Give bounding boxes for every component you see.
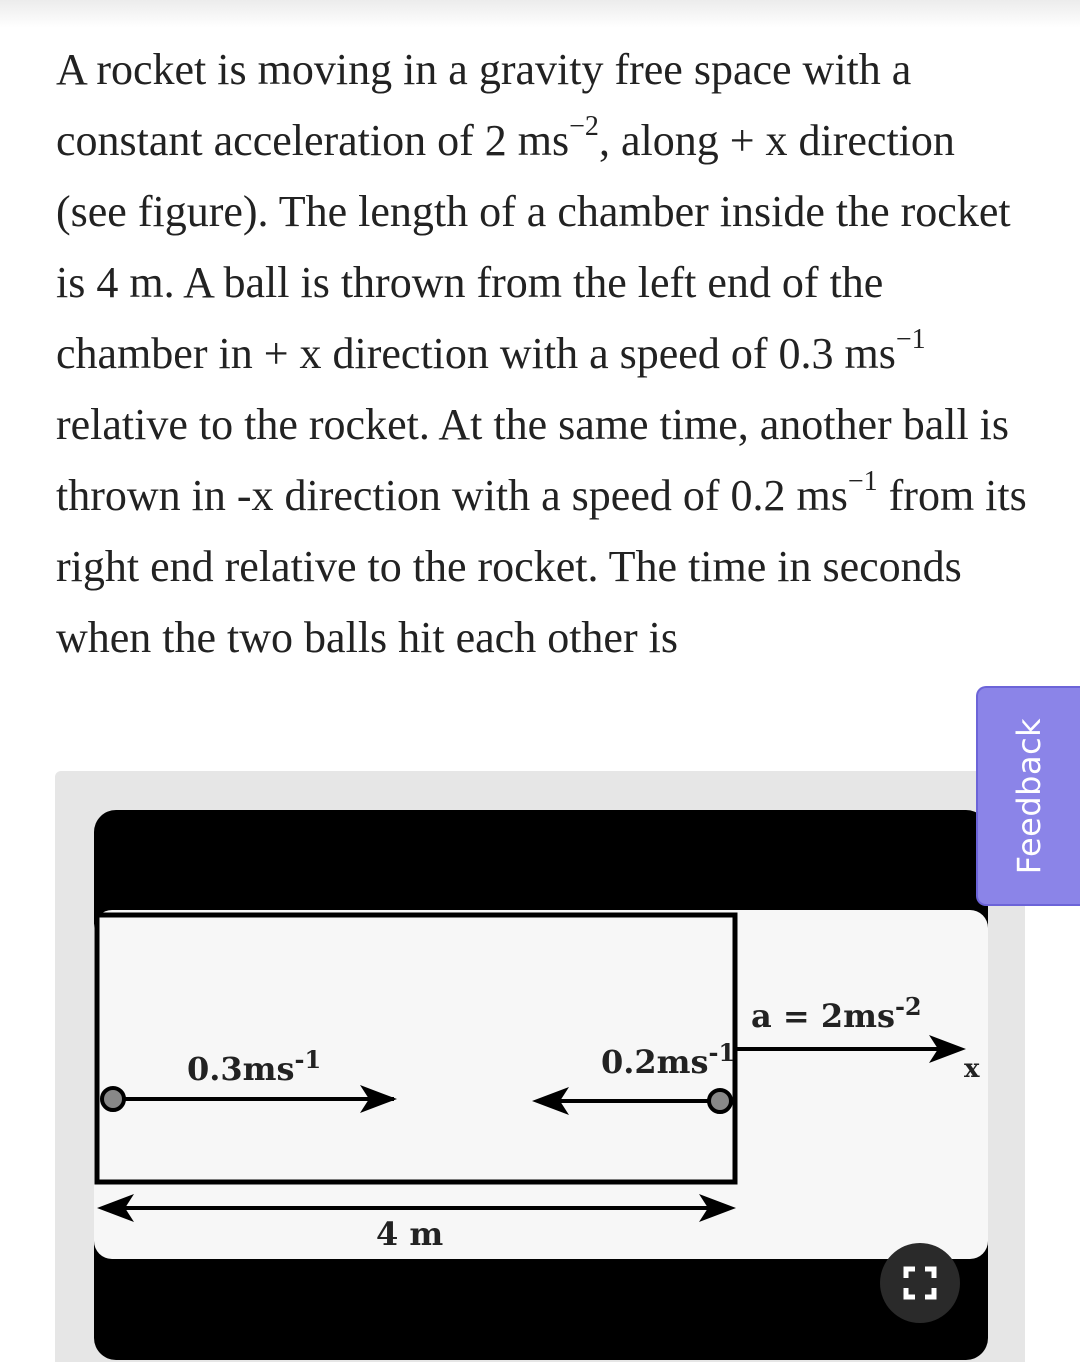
feedback-label: Feedback [1010, 717, 1048, 875]
fullscreen-icon [902, 1265, 938, 1301]
acceleration-label: $a = 2ms^{-2}$ [751, 992, 922, 1035]
rocket-diagram [94, 910, 988, 1259]
image-viewer[interactable] [94, 810, 988, 1360]
x-axis-label: x [964, 1054, 980, 1084]
fullscreen-button[interactable] [880, 1243, 960, 1323]
right-ball [709, 1090, 731, 1112]
length-label: 4 m [376, 1215, 444, 1253]
question-sup-3: −1 [847, 466, 878, 498]
question-sup-2: −1 [895, 324, 926, 356]
question-sup-1: −2 [569, 111, 599, 143]
top-shadow [0, 0, 1080, 28]
question-part-3: relative to the rocket. At the same time, another ball is thrown in -x direction with a speed of 0.2 ms [56, 400, 1010, 520]
question-part-1: A rocket is moving in a gravity free space with a constant acceleration of 2 ms [56, 45, 912, 165]
left-ball [102, 1088, 124, 1110]
right-speed-label: $0.2ms^{-1}$ [601, 1038, 736, 1081]
question-part-2: , along + x direction (see figure). The length of a chamber inside the rocket is 4 m. A ball is thrown from the left end of the chamber in + x direction with a speed of 0.3 ms [56, 116, 1011, 378]
feedback-tab[interactable] [976, 686, 1080, 906]
question-part-4: from its right end relative to the rocket. The time in seconds when the two balls hit each other is [56, 471, 1027, 662]
left-speed-label: $0.3ms^{-1}$ [187, 1045, 322, 1088]
question-text [56, 34, 1036, 673]
